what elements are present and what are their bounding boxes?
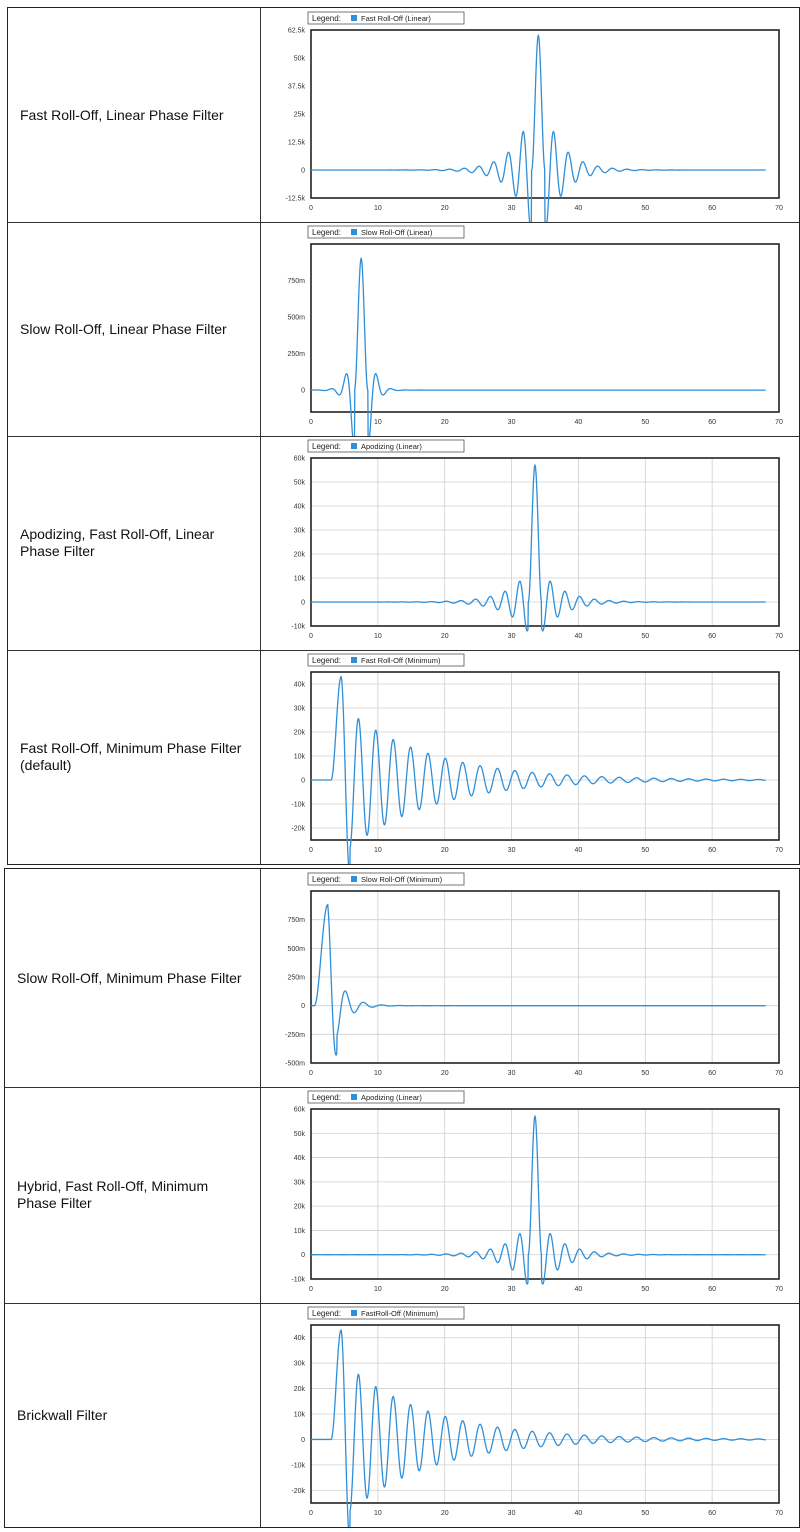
x-tick-label: 0 [309, 419, 313, 426]
filter-row [8, 8, 799, 223]
x-tick-label: 40 [574, 1286, 583, 1293]
y-tick-label: 50k [293, 1130, 305, 1138]
y-tick-label: 40k [293, 1335, 305, 1343]
y-tick-label: 30k [293, 527, 305, 535]
y-tick-label: -10k [291, 1276, 305, 1284]
y-tick-label: 40k [293, 681, 305, 689]
series-line [311, 259, 766, 436]
y-tick-label: 10k [293, 575, 305, 583]
x-tick-label: 10 [373, 1510, 382, 1517]
x-tick-label: 60 [708, 847, 717, 854]
y-tick-label: -500m [285, 1060, 305, 1068]
legend [308, 226, 464, 238]
x-tick-label: 20 [440, 633, 449, 640]
legend-series-name: Apodizing (Linear) [361, 442, 422, 451]
x-tick-label: 30 [507, 205, 516, 212]
x-tick-label: 50 [641, 419, 650, 426]
y-tick-label: 40k [293, 1155, 305, 1163]
y-tick-label: 750m [287, 278, 305, 286]
legend-swatch [351, 15, 357, 21]
y-tick-label: 500m [287, 314, 305, 322]
series-line [311, 36, 766, 222]
x-tick-label: 20 [440, 205, 449, 212]
legend-swatch [351, 443, 357, 449]
plot-frame [311, 1109, 779, 1279]
y-tick-label: 50k [293, 55, 305, 63]
legend-prefix: Legend: [312, 14, 341, 23]
legend [308, 1307, 464, 1319]
x-tick-label: 50 [641, 1510, 650, 1517]
legend-swatch [351, 229, 357, 235]
legend-swatch [351, 1094, 357, 1100]
x-tick-label: 0 [309, 1286, 313, 1293]
y-tick-label: 12.5k [287, 139, 305, 147]
x-tick-label: 60 [708, 1510, 717, 1517]
legend-series-name: Slow Roll-Off (Linear) [361, 228, 433, 237]
legend-prefix: Legend: [312, 442, 341, 451]
filter-name: Fast Roll-Off, Linear Phase Filter [8, 8, 261, 222]
x-tick-label: 40 [574, 1510, 583, 1517]
y-tick-label: 0 [301, 1003, 305, 1011]
legend [308, 873, 464, 885]
chart-cell [261, 436, 799, 650]
y-tick-label: 250m [287, 974, 305, 982]
x-tick-label: 70 [775, 419, 783, 426]
legend-series-name: Slow Roll-Off (Minimum) [361, 875, 443, 884]
y-tick-label: 62.5k [287, 27, 305, 35]
legend-swatch [351, 876, 357, 882]
x-tick-label: 50 [641, 1070, 650, 1077]
y-tick-label: 20k [293, 1203, 305, 1211]
series-line [311, 905, 766, 1055]
y-tick-label: 10k [293, 1227, 305, 1235]
y-tick-label: 40k [293, 503, 305, 511]
x-tick-label: 20 [440, 1286, 449, 1293]
x-tick-label: 10 [373, 419, 382, 426]
x-tick-label: 60 [708, 1286, 717, 1293]
x-tick-label: 10 [373, 1070, 382, 1077]
legend-swatch [351, 657, 357, 663]
x-tick-label: 70 [775, 205, 783, 212]
y-tick-label: 0 [301, 387, 305, 395]
impulse-chart [261, 1303, 799, 1527]
x-tick-label: 0 [309, 633, 313, 640]
x-tick-label: 30 [507, 1510, 516, 1517]
filter-row [8, 436, 799, 651]
x-tick-label: 40 [574, 1070, 583, 1077]
x-tick-label: 70 [775, 633, 783, 640]
x-tick-label: 60 [708, 1070, 717, 1077]
y-tick-label: -20k [291, 1487, 305, 1495]
y-tick-label: 60k [293, 455, 305, 463]
impulse-chart [261, 1087, 799, 1303]
impulse-chart [261, 650, 799, 864]
x-tick-label: 40 [574, 419, 583, 426]
x-tick-label: 10 [373, 205, 382, 212]
legend-series-name: FastRoll-Off (Minimum) [361, 1309, 439, 1318]
legend [308, 440, 464, 452]
legend-prefix: Legend: [312, 656, 341, 665]
legend-series-name: Apodizing (Linear) [361, 1093, 422, 1102]
filter-name: Hybrid, Fast Roll-Off, Minimum Phase Filter [5, 1087, 261, 1303]
legend-series-name: Fast Roll-Off (Linear) [361, 14, 431, 23]
filter-name: Slow Roll-Off, Linear Phase Filter [8, 222, 261, 436]
impulse-chart [261, 222, 799, 436]
x-tick-label: 20 [440, 419, 449, 426]
x-tick-label: 10 [373, 633, 382, 640]
y-tick-label: -250m [285, 1031, 305, 1039]
y-tick-label: -10k [291, 623, 305, 631]
impulse-chart [261, 8, 799, 222]
y-tick-label: 0 [301, 1436, 305, 1444]
y-tick-label: 750m [287, 917, 305, 925]
x-tick-label: 10 [373, 847, 382, 854]
series-line [311, 1330, 766, 1527]
x-tick-label: 10 [373, 1286, 382, 1293]
x-tick-label: 70 [775, 1510, 783, 1517]
x-tick-label: 50 [641, 847, 650, 854]
series-line [311, 465, 766, 631]
y-tick-label: 30k [293, 1179, 305, 1187]
legend-prefix: Legend: [312, 228, 341, 237]
y-tick-label: 20k [293, 729, 305, 737]
x-tick-label: 30 [507, 1286, 516, 1293]
filter-table-bottom [4, 868, 800, 1528]
filter-row [8, 222, 799, 437]
y-tick-label: 10k [293, 753, 305, 761]
filter-table-top [7, 7, 800, 865]
x-tick-label: 40 [574, 205, 583, 212]
y-tick-label: -10k [291, 1462, 305, 1470]
x-tick-label: 40 [574, 633, 583, 640]
filter-name: Brickwall Filter [5, 1303, 261, 1527]
x-tick-label: 30 [507, 847, 516, 854]
legend-prefix: Legend: [312, 1309, 341, 1318]
x-tick-label: 20 [440, 847, 449, 854]
y-tick-label: 25k [293, 111, 305, 119]
impulse-chart [261, 436, 799, 650]
x-tick-label: 0 [309, 205, 313, 212]
y-tick-label: 20k [293, 551, 305, 559]
y-tick-label: 250m [287, 351, 305, 359]
filter-name: Apodizing, Fast Roll-Off, Linear Phase Filter [8, 436, 261, 650]
filter-name: Slow Roll-Off, Minimum Phase Filter [5, 869, 261, 1087]
legend [308, 654, 464, 666]
x-tick-label: 60 [708, 419, 717, 426]
chart-cell [261, 650, 799, 864]
x-tick-label: 0 [309, 1510, 313, 1517]
x-tick-label: 0 [309, 1070, 313, 1077]
x-tick-label: 60 [708, 633, 717, 640]
filter-row [5, 869, 799, 1088]
y-tick-label: 30k [293, 1360, 305, 1368]
y-tick-label: 0 [301, 599, 305, 607]
x-tick-label: 30 [507, 633, 516, 640]
x-tick-label: 50 [641, 1286, 650, 1293]
y-tick-label: 60k [293, 1106, 305, 1114]
chart-cell [261, 1303, 799, 1527]
plot-frame [311, 244, 779, 412]
y-tick-label: 50k [293, 479, 305, 487]
impulse-chart [261, 869, 799, 1087]
x-tick-label: 20 [440, 1510, 449, 1517]
x-tick-label: 70 [775, 847, 783, 854]
x-tick-label: 70 [775, 1286, 783, 1293]
y-tick-label: 0 [301, 167, 305, 175]
x-tick-label: 40 [574, 847, 583, 854]
x-tick-label: 0 [309, 847, 313, 854]
y-tick-label: 0 [301, 1252, 305, 1260]
filter-row [5, 1087, 799, 1304]
y-tick-label: 30k [293, 705, 305, 713]
x-tick-label: 50 [641, 205, 650, 212]
legend-series-name: Fast Roll-Off (Minimum) [361, 656, 441, 665]
x-tick-label: 70 [775, 1070, 783, 1077]
legend-prefix: Legend: [312, 1093, 341, 1102]
y-tick-label: -12.5k [285, 195, 305, 203]
chart-cell [261, 222, 799, 436]
plot-frame [311, 458, 779, 626]
y-tick-label: -10k [291, 801, 305, 809]
x-tick-label: 60 [708, 205, 717, 212]
filter-name: Fast Roll-Off, Minimum Phase Filter (default) [8, 650, 261, 864]
filter-row [8, 650, 799, 864]
chart-cell [261, 8, 799, 222]
chart-cell [261, 869, 799, 1087]
series-line [311, 1116, 766, 1284]
legend [308, 1091, 464, 1103]
series-line [311, 677, 766, 864]
chart-cell [261, 1087, 799, 1303]
filter-row [5, 1303, 799, 1527]
legend [308, 12, 464, 24]
y-tick-label: -20k [291, 825, 305, 833]
x-tick-label: 30 [507, 1070, 516, 1077]
y-tick-label: 10k [293, 1411, 305, 1419]
y-tick-label: 0 [301, 777, 305, 785]
x-tick-label: 20 [440, 1070, 449, 1077]
y-tick-label: 500m [287, 945, 305, 953]
x-tick-label: 30 [507, 419, 516, 426]
legend-prefix: Legend: [312, 875, 341, 884]
y-tick-label: 20k [293, 1386, 305, 1394]
x-tick-label: 50 [641, 633, 650, 640]
y-tick-label: 37.5k [287, 83, 305, 91]
legend-swatch [351, 1310, 357, 1316]
